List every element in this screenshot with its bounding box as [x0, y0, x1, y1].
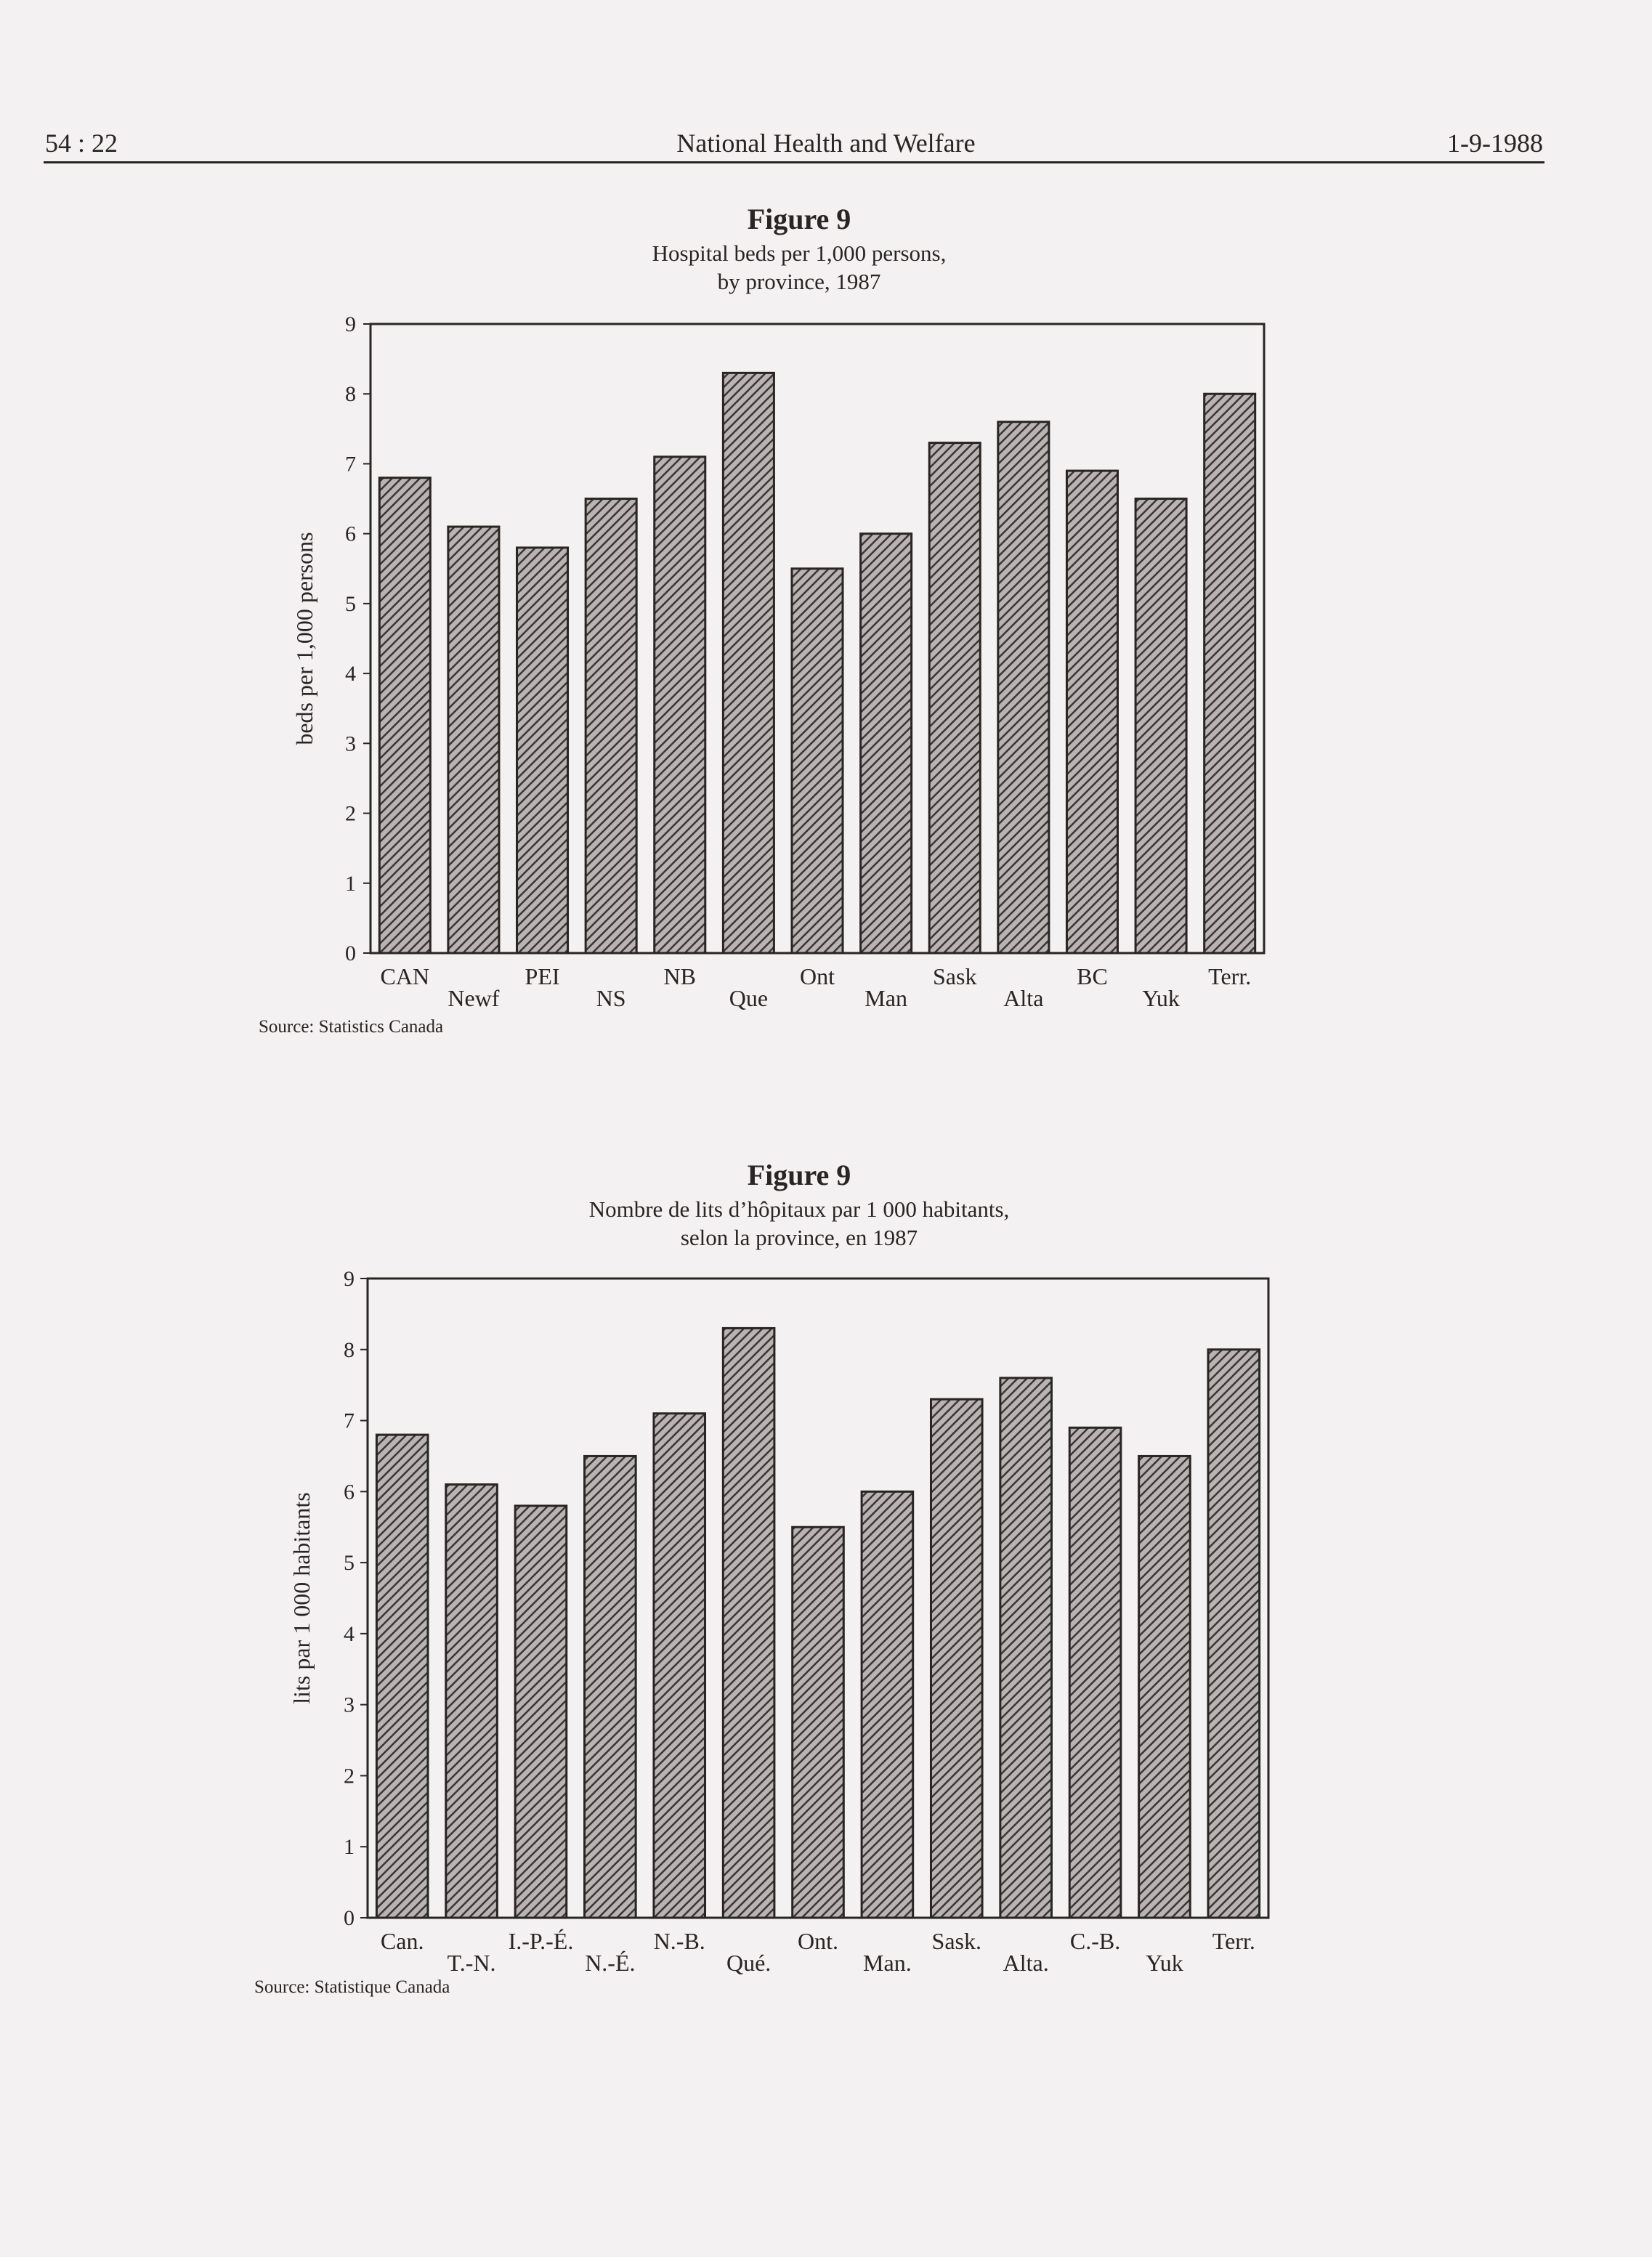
category-label-3: N.-É. [585, 1950, 636, 1976]
y-tick-label: 5 [345, 591, 356, 616]
category-label-4: NB [663, 963, 696, 989]
category-label-5: Qué. [726, 1950, 772, 1976]
source-note-fr: Source: Statistique Canada [254, 1977, 450, 1997]
bar-12 [1208, 1350, 1260, 1918]
source-note-en: Source: Statistics Canada [259, 1017, 444, 1037]
y-tick-label: 4 [345, 662, 356, 686]
y-tick-label: 5 [344, 1551, 355, 1576]
y-tick-label: 8 [345, 382, 356, 407]
y-tick-label: 0 [345, 941, 356, 965]
y-tick-label: 9 [345, 312, 356, 336]
bar-10 [1069, 1427, 1121, 1918]
category-label-1: T.-N. [447, 1950, 496, 1976]
page-date: 1-9-1988 [1447, 129, 1543, 158]
category-label-8: Sask. [931, 1928, 981, 1954]
bar-6 [793, 1527, 844, 1918]
figure-title-fr: Figure 9 [747, 1159, 851, 1191]
bar-8 [931, 1399, 982, 1918]
bar-2 [515, 1506, 567, 1918]
category-label-0: CAN [380, 963, 430, 989]
bar-7 [862, 1491, 913, 1918]
y-tick-label: 6 [345, 522, 356, 546]
running-title: National Health and Welfare [676, 129, 976, 158]
y-tick-label: 4 [344, 1621, 355, 1646]
category-label-7: Man. [863, 1950, 912, 1976]
figure-subtitle-fr-line1: Nombre de lits d’hôpitaux par 1 000 habitants, [588, 1196, 1010, 1222]
category-label-10: C.-B. [1069, 1928, 1121, 1954]
y-tick-label: 7 [345, 452, 356, 477]
category-label-0: Can. [380, 1928, 424, 1954]
category-label-11: Yuk [1146, 1950, 1183, 1976]
category-label-8: Sask [933, 963, 977, 989]
bar-1 [446, 1485, 498, 1918]
y-tick-label: 2 [345, 801, 356, 826]
category-label-2: I.-P.-É. [508, 1928, 574, 1954]
bar-4 [654, 1414, 705, 1918]
y-tick-label: 8 [344, 1337, 355, 1362]
category-label-10: BC [1077, 963, 1108, 989]
category-label-7: Man [865, 985, 907, 1011]
category-label-5: Que [729, 985, 769, 1011]
bar-11 [1139, 1456, 1191, 1918]
category-label-11: Yuk [1142, 985, 1180, 1011]
category-label-9: Alta. [1003, 1950, 1049, 1976]
y-tick-label: 3 [345, 732, 356, 756]
category-label-4: N.-B. [653, 1928, 705, 1954]
y-tick-label: 1 [345, 871, 356, 896]
y-tick-label: 9 [344, 1267, 355, 1291]
figure-title-en: Figure 9 [747, 203, 851, 235]
y-tick-label: 0 [344, 1906, 355, 1930]
y-axis-label: lits par 1 000 habitants [288, 1492, 315, 1704]
bar-5 [723, 1328, 774, 1918]
figure-subtitle-en-line2: by province, 1987 [717, 269, 881, 294]
bar-0 [376, 1435, 428, 1918]
category-label-6: Ont. [798, 1928, 838, 1954]
category-label-3: NS [596, 985, 626, 1011]
y-axis-label: beds per 1,000 persons [291, 532, 317, 745]
bar-3 [585, 1456, 636, 1918]
category-label-12: Terr. [1212, 1928, 1255, 1954]
category-label-6: Ont [800, 963, 835, 989]
y-tick-label: 1 [344, 1835, 355, 1860]
figure-subtitle-fr-line2: selon la province, en 1987 [680, 1225, 918, 1250]
y-tick-label: 6 [344, 1480, 355, 1504]
category-label-2: PEI [525, 963, 560, 989]
category-label-9: Alta [1003, 985, 1044, 1011]
y-tick-label: 7 [344, 1409, 355, 1433]
category-label-12: Terr. [1208, 963, 1252, 989]
figure-subtitle-en-line1: Hospital beds per 1,000 persons, [652, 240, 947, 266]
category-label-1: Newf [448, 985, 500, 1011]
y-tick-label: 2 [344, 1764, 355, 1788]
page-number: 54 : 22 [45, 129, 118, 158]
bar-9 [1000, 1378, 1052, 1918]
y-tick-label: 3 [344, 1693, 355, 1717]
